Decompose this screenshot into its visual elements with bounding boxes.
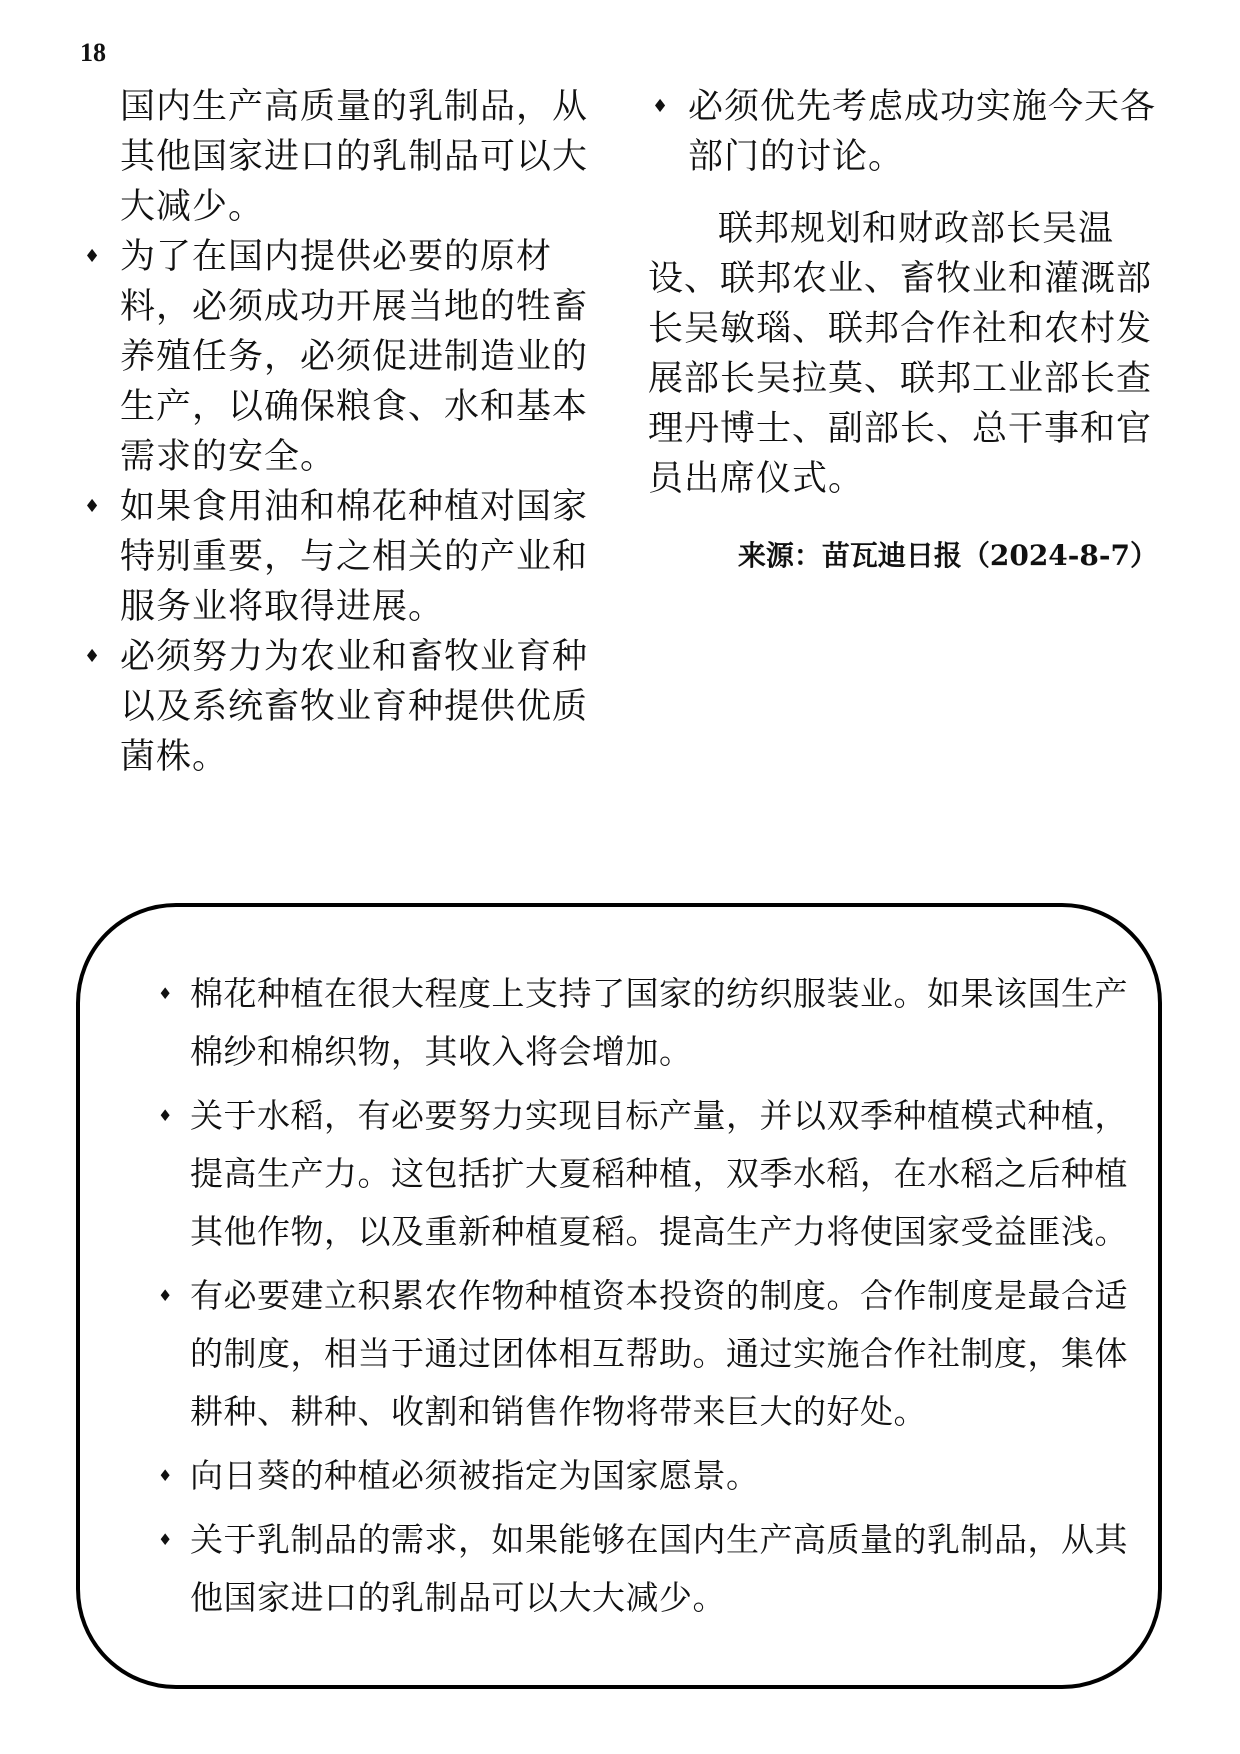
page-number: 18	[80, 38, 106, 67]
list-item	[120, 1447, 1130, 1505]
attendance-paragraph: 联邦规划和财政部长吴温设、联邦农业、畜牧业和灌溉部长吴敏瑙、联邦合作社和农村发展部长吴拉莫、联邦工业部长查理丹博士、副部长、总干事和官员出席仪式。	[648, 209, 1153, 499]
list-item	[648, 82, 1178, 182]
list-item-text: 关于水稻，有必要努力实现目标产量，并以双季种植模式种植，提高生产力。这包括扩大夏稻种植，双季水稻，在水稻之后种植其他作物，以及重新种植夏稻。提高生产力将使国家受益匪浅。	[190, 1096, 1128, 1251]
box-bullet-list	[120, 965, 1130, 1633]
list-item	[80, 632, 610, 782]
left-column	[80, 82, 610, 782]
list-item-text: 必须努力为农业和畜牧业育种以及系统畜牧业育种提供优质菌株。	[120, 637, 589, 777]
diamond-bullet-icon: ♦	[652, 96, 670, 117]
list-item-text: 关于乳制品的需求，如果能够在国内生产高质量的乳制品，从其他国家进口的乳制品可以大大减少。	[190, 1520, 1128, 1617]
list-item-text: 必须优先考虑成功实施今天各部门的讨论。	[688, 87, 1157, 177]
diamond-bullet-icon: ♦	[84, 246, 102, 267]
list-item	[120, 1087, 1130, 1261]
list-item-text: 如果食用油和棉花种植对国家特别重要，与之相关的产业和服务业将取得进展。	[120, 487, 589, 627]
list-item	[80, 482, 610, 632]
list-item-text: 为了在国内提供必要的原材料，必须成功开展当地的牲畜养殖任务，必须促进制造业的生产，以确保粮食、水和基本需求的安全。	[120, 237, 589, 477]
list-item	[120, 965, 1130, 1081]
list-item	[80, 232, 610, 482]
summary-box	[76, 903, 1162, 1689]
diamond-bullet-icon: ♦	[158, 1530, 173, 1549]
continued-paragraph: 国内生产高质量的乳制品，从其他国家进口的乳制品可以大大减少。	[120, 87, 589, 227]
list-item-text: 有必要建立积累农作物种植资本投资的制度。合作制度是最合适的制度，相当于通过团体相互帮助。通过实施合作社制度，集体耕种、耕种、收割和销售作物将带来巨大的好处。	[190, 1276, 1128, 1431]
diamond-bullet-icon: ♦	[158, 1466, 173, 1485]
left-bullet-list	[80, 232, 610, 782]
list-item	[120, 1267, 1130, 1441]
source-citation: 来源：苗瓦迪日报（2024-8-7）	[737, 539, 1158, 572]
right-column	[648, 82, 1178, 504]
list-item	[120, 1511, 1130, 1627]
diamond-bullet-icon: ♦	[158, 1106, 173, 1125]
diamond-bullet-icon: ♦	[84, 496, 102, 517]
list-item-text: 棉花种植在很大程度上支持了国家的纺织服装业。如果该国生产棉纱和棉织物，其收入将会增加。	[190, 974, 1128, 1071]
diamond-bullet-icon: ♦	[158, 1286, 173, 1305]
diamond-bullet-icon: ♦	[84, 646, 102, 667]
right-bullet-list	[648, 82, 1178, 182]
diamond-bullet-icon: ♦	[158, 984, 173, 1003]
list-item-text: 向日葵的种植必须被指定为国家愿景。	[190, 1456, 760, 1495]
